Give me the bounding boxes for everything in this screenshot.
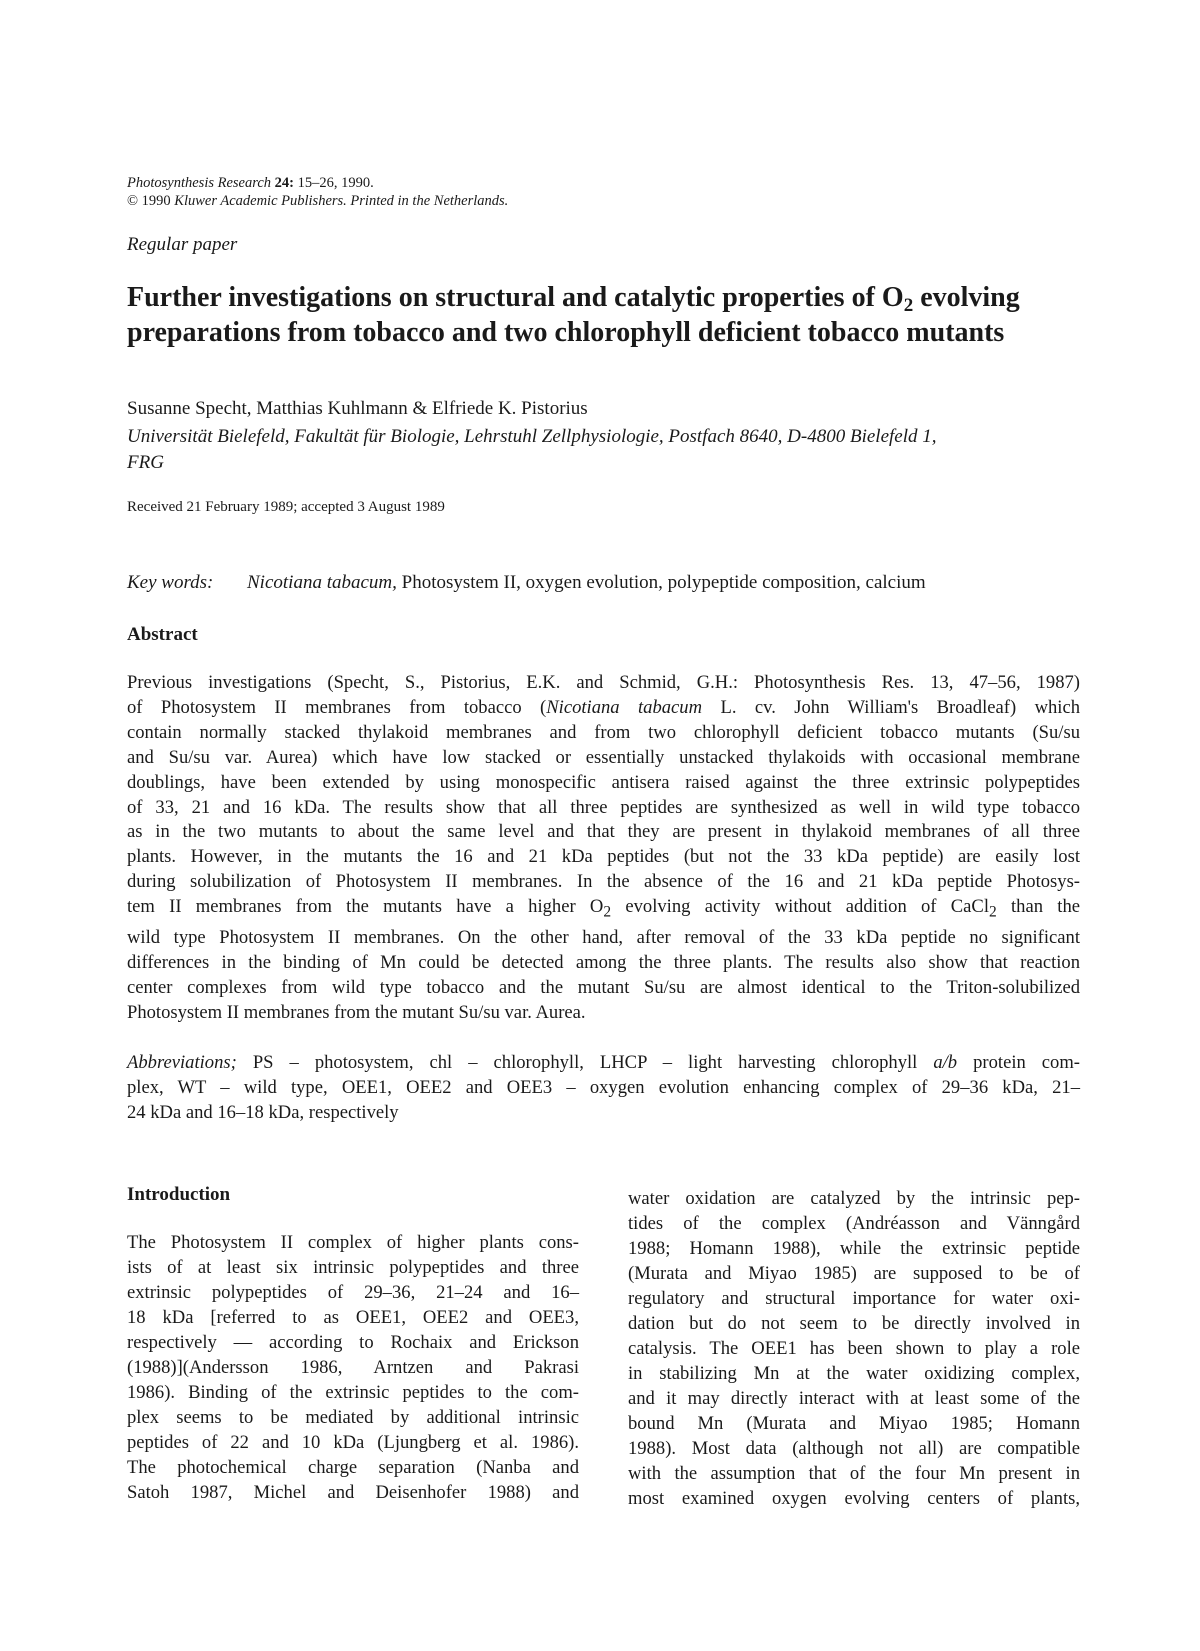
body-column-left [127, 1184, 579, 1505]
received-dates: Received 21 February 1989; accepted 3 August 1989 [127, 499, 445, 515]
introduction-text-right: water oxidation are catalyzed by the intrinsic pep- tides of the complex (Andréasson and Vänngård 1988; Homann 1988), while the extrinsic peptide (Murata and Miyao 1985) are supposed to be of regulatory and structural importance for water oxi- dation but do not seem to be directly involved in catalysis. The OEE1 has been shown to play a role in stabilizing Mn at the water oxidizing complex, and it may directly interact with at least some of the bound Mn (Murata and Miyao 1985; Homann 1988). Most data (although not all) are compatible with the assumption that of the four Mn present in most examined oxygen evolving centers of plants, [628, 1188, 1080, 1509]
journal-header [127, 174, 827, 210]
journal-citation: Photosynthesis Research 24: 15–26, 1990. [127, 175, 374, 191]
affiliation: Universität Bielefeld, Fakultät für Biologie, Lehrstuhl Zellphysiologie, Postfach 8640, D-4800 Bielefeld 1, FRG [127, 426, 937, 473]
keywords: Key words: Nicotiana tabacum, Photosystem II, oxygen evolution, polypeptide composition, calcium [127, 572, 926, 593]
abbreviations: Abbreviations; PS – photosystem, chl – chlorophyll, LHCP – light harvesting chlorophyll a/b protein com- plex, WT – wild type, OEE1, OEE2 and OEE3 – oxygen evolution enhancing complex of 29–36 kDa, 21– 24 kDa and 16–18 kDa, respectively [127, 1052, 1080, 1123]
author-list: Susanne Specht, Matthias Kuhlmann & Elfriede K. Pistorius [127, 398, 588, 419]
journal-copyright: © 1990 Kluwer Academic Publishers. Printed in the Netherlands. [127, 193, 509, 209]
paper-type: Regular paper [127, 234, 238, 255]
body-column-right [628, 1186, 1080, 1511]
introduction-text-left: The Photosystem II complex of higher plants cons- ists of at least six intrinsic polypeptides and three extrinsic polypeptides of 29–36, 21–24 and 16– 18 kDa [referred to as OEE1, OEE2 and OEE3, respectively — according to Rochaix and Erickson (1988)](Andersson 1986, Arntzen and Pakrasi 1986). Binding of the extrinsic peptides to the com- plex seems to be mediated by additional intrinsic peptides of 22 and 10 kDa (Ljungberg et al. 1986). The photochemical charge separation (Nanba and Satoh 1987, Michel and Deisenhofer 1988) and [127, 1232, 579, 1503]
page-title: Further investigations on structural and catalytic properties of $O_2$ evolving preparations from tobacco and two chlorophyll deficient tobacco mutants [127, 282, 1020, 348]
introduction-heading: Introduction [127, 1184, 231, 1205]
abstract-heading: Abstract [127, 624, 198, 645]
abstract-text: Previous investigations (Specht, S., Pistorius, E.K. and Schmid, G.H.: Photosynthesis Res. 13, 47–56, 1987) of Photosystem II membranes from tobacco (Nicotiana tabacum L. cv. John William's Broadleaf) which contain normally stacked thylakoid membranes and from two chlorophyll deficient tobacco mutants (Su/su and Su/su var. Aurea) which have low stacked or essentially unstacked thylakoids with occasional membrane doublings, have been extended by using monospecific antisera raised against the three extrinsic polypeptides of 33, 21 and 16 kDa. The results show that all three peptides are synthesized as well in wild type tobacco as in the two mutants to about the same level and that they are present in thylakoid membranes of all three plants. However, in the mutants the 16 and 21 kDa peptides (but not the 33 kDa peptide) are easily lost during solubilization of Photosystem II membranes. In the absence of the 16 and 21 kDa peptide Photosys- tem II membranes from the mutants have a higher $O_2$ evolving activity without addition of CaCl$_2$ than the wild type Photosystem II membranes. On the other hand, after removal of the 33 kDa peptide no significant differences in the binding of Mn could be detected among the three plants. The results also show that reaction center complexes from wild type tobacco and the mutant Su/su are almost identical to the Triton-solubilized Photosystem II membranes from the mutant Su/su var. Aurea. [127, 672, 1081, 1023]
